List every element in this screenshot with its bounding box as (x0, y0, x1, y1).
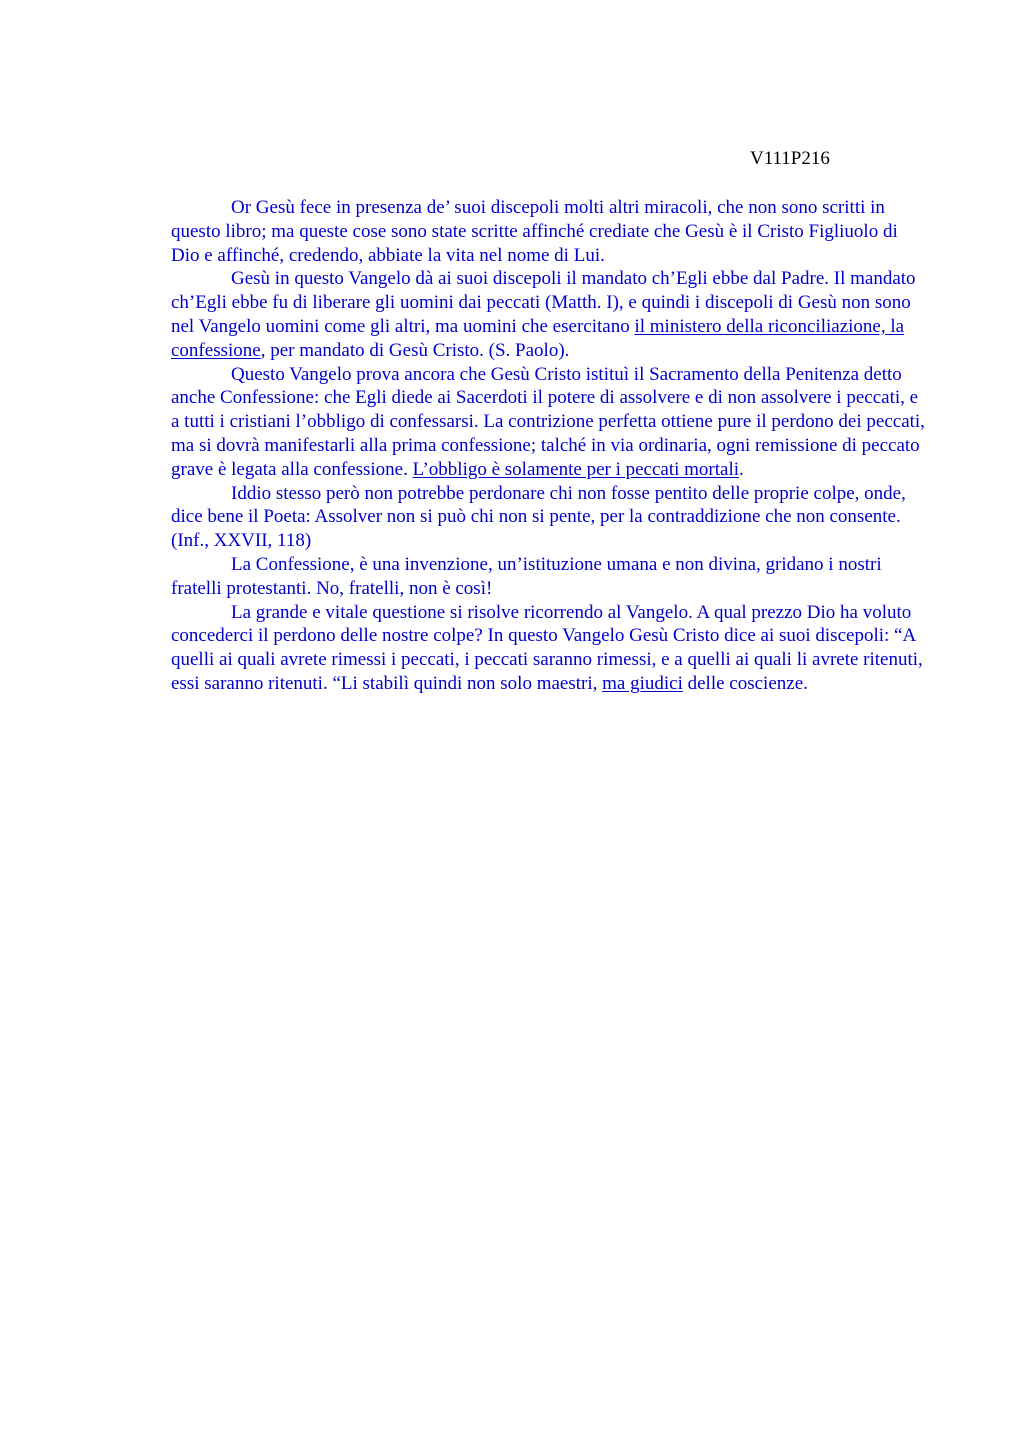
document-body (171, 196, 928, 696)
paragraph (171, 553, 928, 601)
paragraph-text: La grande e vitale questione si risolve ricorrendo al Vangelo. A qual prezzo Dio ha voluto concederci il perdono delle nostre colpe? In questo Vangelo Gesù Cristo dice ai suoi discepoli: “A quelli ai quali avrete rimessi i peccati, i peccati saranno rimessi, e a quelli ai quali li avrete ritenuti, essi saranno ritenuti. “Li stabilì quindi non solo maestri, (171, 601, 923, 694)
paragraph (171, 363, 928, 482)
paragraph-text: Questo Vangelo prova ancora che Gesù Cristo istituì il Sacramento della Penitenza detto anche Confessione: che Egli diede ai Sacerdoti il potere di assolvere e di non assolvere i peccati, e a tutti i cristiani l’obbligo di confessarsi. La contrizione perfetta ottiene pure il perdono dei peccati, ma si dovrà manifestarli alla prima confessione; talché in via ordinaria, ogni remissione di peccato grave è legata alla confessione. (171, 363, 925, 480)
paragraph-text: La Confessione, è una invenzione, un’istituzione umana e non divina, gridano i nostri fratelli protestanti. No, fratelli, non è così! (171, 553, 882, 599)
paragraph-text: , per mandato di Gesù Cristo. (S. Paolo). (260, 339, 570, 361)
paragraph (171, 267, 928, 362)
paragraph (171, 482, 928, 553)
page-identifier: V111P216 (750, 148, 830, 169)
underlined-phrase: L’obbligo è solamente per i peccati mortali (412, 458, 740, 480)
paragraph (171, 601, 928, 696)
paragraph-text: . (739, 458, 744, 480)
paragraph-text: Gesù in questo Vangelo dà ai suoi discepoli il mandato ch’Egli ebbe dal Padre. Il mandato ch’Egli ebbe fu di liberare gli uomini dai peccati (Matth. I), e quindi i discepoli di Gesù non sono nel Vangelo uomini come gli altri, ma uomini che esercitano (171, 268, 916, 337)
underlined-phrase: il ministero della riconciliazione, la confessione (171, 315, 905, 361)
paragraph-text: Iddio stesso però non potrebbe perdonare chi non fosse pentito delle proprie colpe, onde, dice bene il Poeta: Assolver non si può chi non si pente, per la contraddizione che non consente. (Inf., XXVII, 118) (171, 482, 906, 552)
paragraph (171, 196, 928, 267)
underlined-phrase: ma giudici (602, 672, 683, 694)
paragraph-text: delle coscienze. (682, 672, 808, 694)
paragraph-text: Or Gesù fece in presenza de’ suoi discepoli molti altri miracoli, che non sono scritti in questo libro; ma queste cose sono state scritte affinché crediate che Gesù è il Cristo Figliuolo di Dio e affinché, credendo, abbiate la vita nel nome di Lui. (171, 197, 898, 266)
